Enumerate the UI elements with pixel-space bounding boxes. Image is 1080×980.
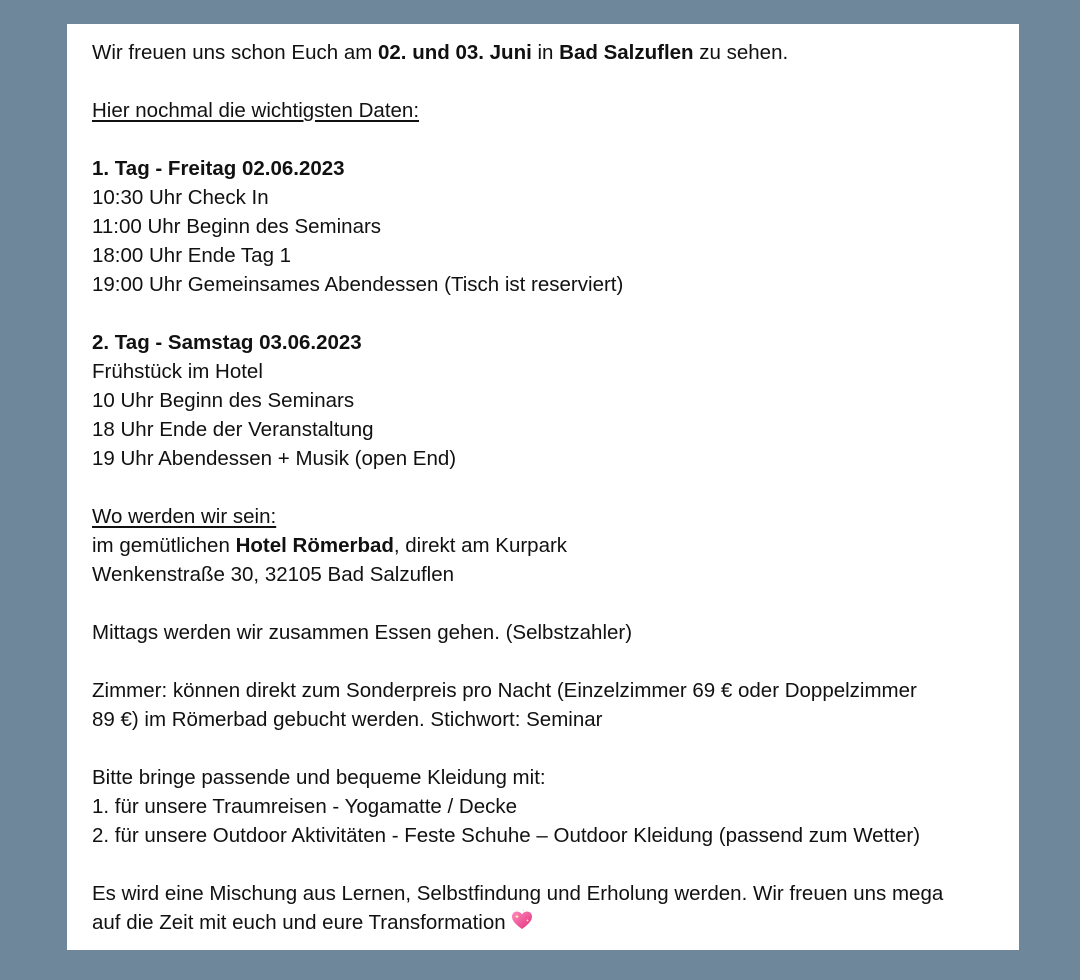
day2-item: 18 Uhr Ende der Veranstaltung [92,418,374,441]
rooms-line-2: 89 €) im Römerbad gebucht werden. Stichwort: Seminar [92,708,603,731]
day1-item: 10:30 Uhr Check In [92,186,269,209]
location-hotel-line: im gemütlichen Hotel Römerbad, direkt am Kurpark [92,534,568,557]
closing-line-2: auf die Zeit mit euch und eure Transformation [92,908,1019,937]
day1-item: 18:00 Uhr Ende Tag 1 [92,244,292,267]
day2-item: 19 Uhr Abendessen + Musik (open End) [92,447,457,470]
day1-item: 19:00 Uhr Gemeinsames Abendessen (Tisch ist reserviert) [92,273,624,296]
location-address: Wenkenstraße 30, 32105 Bad Salzuflen [92,563,455,586]
day2-item: 10 Uhr Beginn des Seminars [92,389,355,412]
day2-heading: 2. Tag - Samstag 03.06.2023 [92,331,362,354]
day1-heading: 1. Tag - Freitag 02.06.2023 [92,157,345,180]
clothing-item: 1. für unsere Traumreisen - Yogamatte / Decke [92,795,518,818]
document-page [67,24,1019,950]
closing-line-1: Es wird eine Mischung aus Lernen, Selbstfindung und Erholung werden. Wir freuen uns mega [92,882,944,905]
hotel-name: Hotel Römerbad [235,534,394,557]
event-place: Bad Salzuflen [559,41,694,64]
clothing-item: 2. für unsere Outdoor Aktivitäten - Feste Schuhe – Outdoor Kleidung (passend zum Wetter) [92,824,921,847]
event-dates: 02. und 03. Juni [378,41,532,64]
intro-line: Wir freuen uns schon Euch am 02. und 03. Juni in Bad Salzuflen zu sehen. [92,41,789,64]
day1-item: 11:00 Uhr Beginn des Seminars [92,215,382,238]
location-heading: Wo werden wir sein: [92,505,277,528]
rooms-line-1: Zimmer: können direkt zum Sonderpreis pro Nacht (Einzelzimmer 69 € oder Doppelzimmer [92,679,917,702]
clothing-heading: Bitte bringe passende und bequeme Kleidung mit: [92,766,546,789]
sparkling-heart-icon [510,908,534,932]
day2-item: Frühstück im Hotel [92,360,263,383]
summary-heading: Hier nochmal die wichtigsten Daten: [92,99,420,122]
lunch-note: Mittags werden wir zusammen Essen gehen. (Selbstzahler) [92,621,633,644]
